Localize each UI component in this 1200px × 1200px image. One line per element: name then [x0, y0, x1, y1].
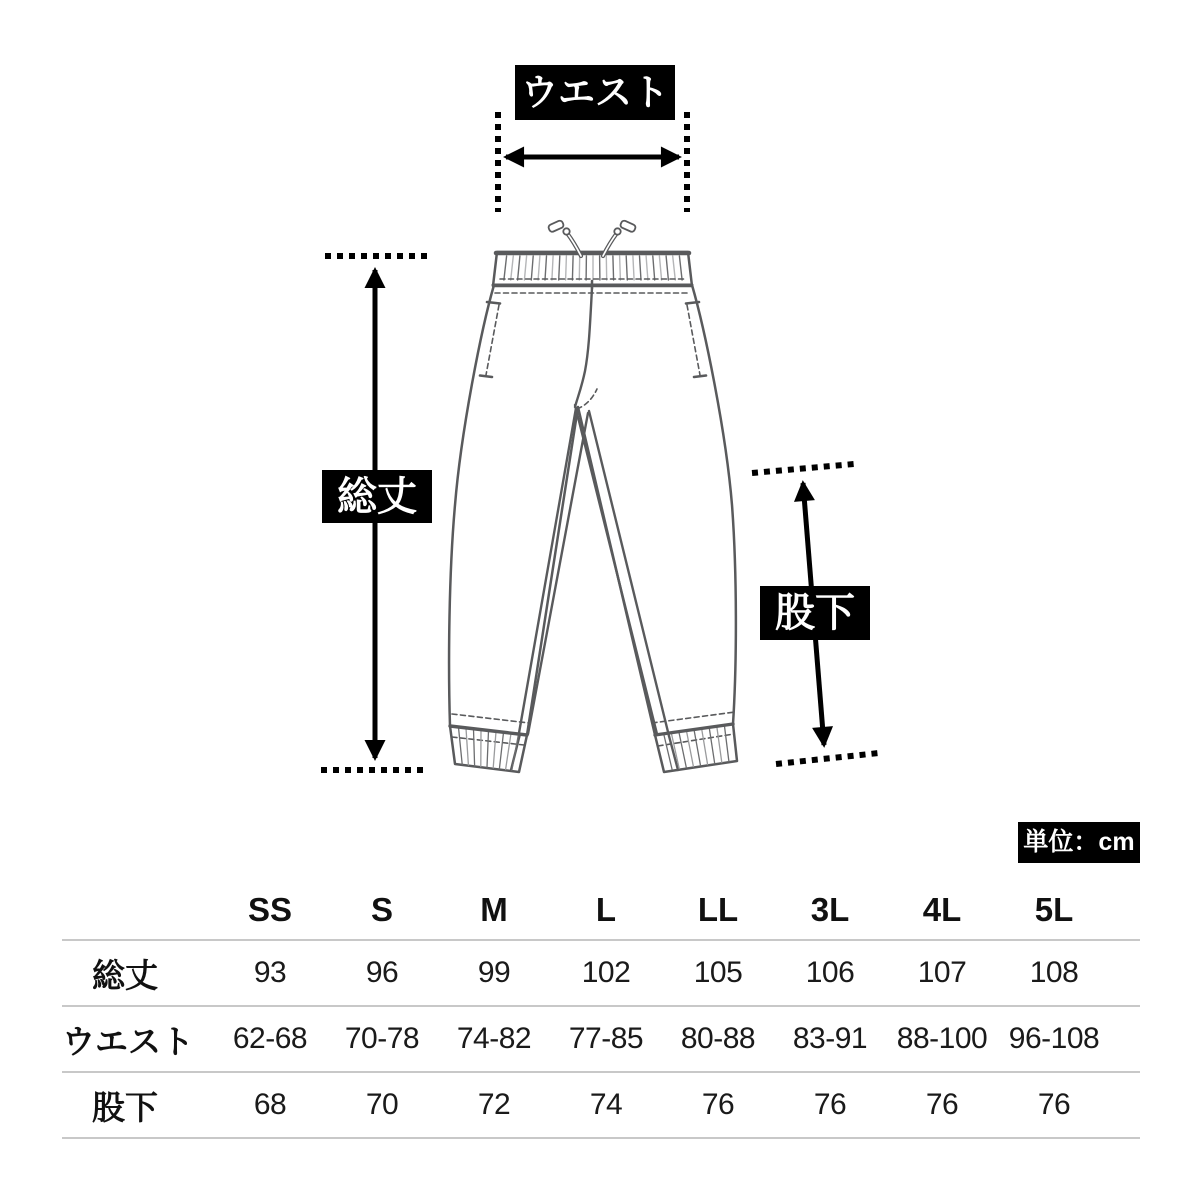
value-cell: 76 — [925, 1088, 959, 1121]
row-label: 総丈 — [92, 956, 158, 994]
value-cell: 99 — [477, 956, 511, 989]
column-header: L — [595, 891, 617, 928]
column-header: LL — [697, 891, 739, 928]
table-row — [62, 1073, 1140, 1139]
inseam-extent-line-top — [752, 464, 854, 473]
row-label: 股下 — [92, 1088, 158, 1126]
value-cell: 70 — [365, 1088, 399, 1121]
drawstring-aglet-right — [614, 220, 636, 235]
value-cell: 88-100 — [896, 1022, 988, 1055]
waistband — [493, 252, 692, 288]
total-length-label: 総丈 — [322, 470, 432, 523]
value-cell: 83-91 — [792, 1022, 868, 1055]
waist-measure — [498, 112, 687, 212]
value-cell: 93 — [253, 956, 287, 989]
value-cell: 72 — [477, 1088, 511, 1121]
value-cell: 96-108 — [1008, 1022, 1100, 1055]
unit-badge: 単位：cm — [1018, 822, 1140, 863]
inseam-label: 股下 — [760, 586, 870, 640]
column-header: S — [370, 891, 393, 928]
value-cell: 74-82 — [456, 1022, 532, 1055]
value-cell: 77-85 — [568, 1022, 644, 1055]
value-cell: 62-68 — [232, 1022, 308, 1055]
value-cell: 76 — [1037, 1088, 1071, 1121]
value-cell: 76 — [701, 1088, 735, 1121]
column-header: 5L — [1034, 891, 1074, 928]
value-cell: 102 — [581, 956, 631, 989]
value-cell: 107 — [917, 956, 967, 989]
value-cell: 80-88 — [680, 1022, 756, 1055]
drawstring-aglet-left — [548, 220, 570, 235]
pants-body-outline — [449, 285, 737, 772]
value-cell: 96 — [365, 956, 399, 989]
column-header: 4L — [922, 891, 962, 928]
table-header-row — [62, 881, 1140, 941]
value-cell: 106 — [805, 956, 855, 989]
column-header: 3L — [810, 891, 850, 928]
waist-label: ウエスト — [515, 65, 675, 120]
column-header: M — [480, 891, 508, 928]
table-row — [62, 1007, 1140, 1073]
row-label: ウエスト — [62, 1022, 194, 1060]
value-cell: 108 — [1029, 956, 1079, 989]
column-header: SS — [247, 891, 293, 928]
value-cell: 70-78 — [344, 1022, 420, 1055]
pants-drawing — [449, 220, 737, 772]
value-cell: 74 — [589, 1088, 623, 1121]
value-cell: 105 — [693, 956, 743, 989]
inseam-extent-line-bottom — [776, 753, 879, 764]
size-table — [62, 881, 1140, 1139]
table-row — [62, 941, 1140, 1007]
drawstring — [548, 220, 637, 256]
value-cell: 68 — [253, 1088, 287, 1121]
value-cell: 76 — [813, 1088, 847, 1121]
